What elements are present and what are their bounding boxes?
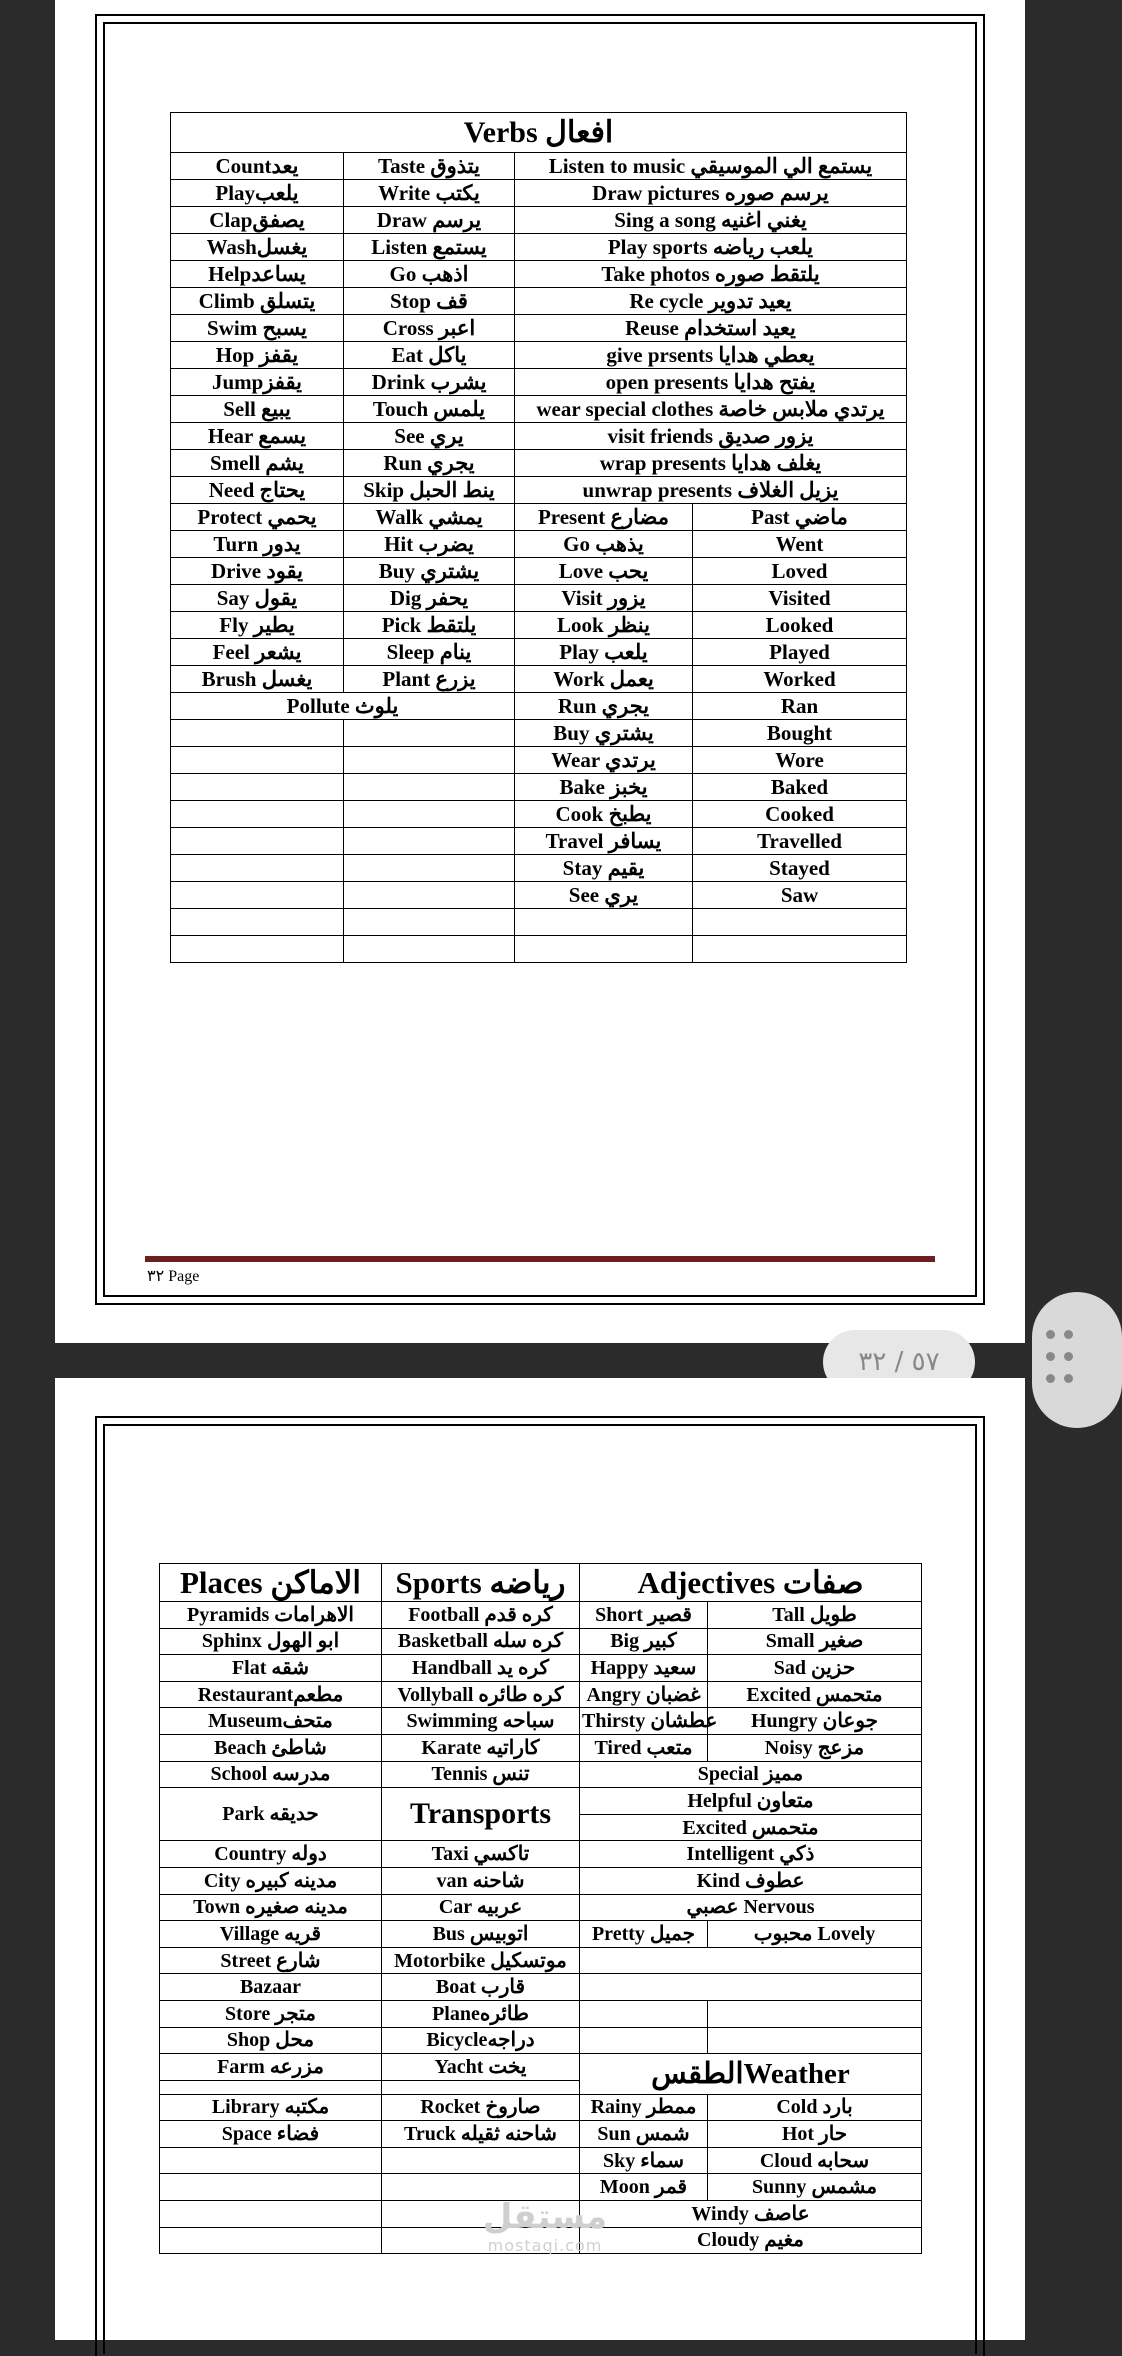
table-row xyxy=(171,639,907,666)
table-row xyxy=(171,828,907,855)
table-cell: Washيغسل xyxy=(171,234,344,261)
table-cell xyxy=(171,774,344,801)
table-cell: Tennis تنس xyxy=(382,1761,580,1788)
table-cell: Intelligent ذكي xyxy=(580,1841,922,1868)
table-cell xyxy=(171,801,344,828)
table-cell xyxy=(160,2227,382,2254)
table-cell: Ran xyxy=(693,693,907,720)
table-cell: Taste يتذوق xyxy=(344,153,515,180)
table-cell: Baked xyxy=(693,774,907,801)
table-cell: Climb يتسلق xyxy=(171,288,344,315)
table-row xyxy=(171,936,907,963)
table-cell: Sunny مشمس xyxy=(708,2174,922,2201)
table-row xyxy=(171,288,907,315)
table-cell: Sun شمس xyxy=(580,2121,708,2148)
table-cell: Travelled xyxy=(693,828,907,855)
table-cell: Cloud سحابه xyxy=(708,2147,922,2174)
table-cell xyxy=(344,828,515,855)
table-cell: Sphinx ابو الهول xyxy=(160,1628,382,1655)
table-cell: Karate كاراتيه xyxy=(382,1734,580,1761)
table-cell xyxy=(171,747,344,774)
table-cell: Swimming سباحه xyxy=(382,1708,580,1735)
table-row xyxy=(171,693,907,720)
table-cell: Smell يشم xyxy=(171,450,344,477)
table-cell: City مدينه كبيره xyxy=(160,1867,382,1894)
sports-header: Sports رياضه xyxy=(382,1564,580,1602)
table-cell: Jumpيقفز xyxy=(171,369,344,396)
table-cell: Bake يخبز xyxy=(515,774,693,801)
table-cell xyxy=(580,2027,708,2054)
table-cell: Draw يرسم xyxy=(344,207,515,234)
table-cell: Feel يشعر xyxy=(171,639,344,666)
table-cell: Loved xyxy=(693,558,907,585)
page-number-label: ٣٢ Page xyxy=(147,1268,200,1285)
table-cell: Country دوله xyxy=(160,1841,382,1868)
table-cell: Reuse يعيد استخدام xyxy=(515,315,907,342)
verbs-title: Verbs افعال xyxy=(171,113,907,153)
table-cell: Stayed xyxy=(693,855,907,882)
table-row xyxy=(171,234,907,261)
side-scroll-handle[interactable] xyxy=(1032,1292,1122,1428)
table-cell: visit friends يزور صديق xyxy=(515,423,907,450)
table-cell: Moon قمر xyxy=(580,2174,708,2201)
table-cell xyxy=(171,828,344,855)
table-cell: Taxi تاكسي xyxy=(382,1841,580,1868)
table-cell: Listen to music يستمع الي الموسيقي xyxy=(515,153,907,180)
table-cell: Boat قارب xyxy=(382,1974,580,2001)
table-row xyxy=(160,1681,922,1708)
table-cell: Bicycleدراجه xyxy=(382,2027,580,2054)
table-cell xyxy=(580,2000,708,2027)
table-cell: Play يلعب xyxy=(515,639,693,666)
table-cell: Cloudy مغيم xyxy=(580,2227,922,2254)
table-cell: Present مضارع xyxy=(515,504,693,531)
table-cell: Tall طويل xyxy=(708,1602,922,1629)
table-row xyxy=(160,2000,922,2027)
table-row xyxy=(160,1655,922,1682)
table-cell: Pick يلتقط xyxy=(344,612,515,639)
table-cell: Wear يرتدي xyxy=(515,747,693,774)
table-row xyxy=(171,531,907,558)
table-cell: Stay يقيم xyxy=(515,855,693,882)
table-cell: School مدرسه xyxy=(160,1761,382,1788)
table-row xyxy=(171,558,907,585)
table-cell: See يري xyxy=(515,882,693,909)
table-cell: wear special clothes يرتدي ملابس خاصة xyxy=(515,396,907,423)
table-row xyxy=(171,882,907,909)
table-cell xyxy=(171,882,344,909)
table-cell: محبوب Lovely xyxy=(708,1921,922,1948)
table-cell: Love يحب xyxy=(515,558,693,585)
table-row xyxy=(160,1867,922,1894)
table-cell: Bus اتوبيس xyxy=(382,1921,580,1948)
table-cell: Sleep ينام xyxy=(344,639,515,666)
table-cell xyxy=(344,855,515,882)
table-cell: Plant يزرع xyxy=(344,666,515,693)
table-cell: Saw xyxy=(693,882,907,909)
table-cell: Small صغير xyxy=(708,1628,922,1655)
table-cell: Football كره قدم xyxy=(382,1602,580,1629)
table-row xyxy=(171,153,907,180)
table-cell: Need يحتاج xyxy=(171,477,344,504)
table-cell: Basketball كره سله xyxy=(382,1628,580,1655)
table-cell: Sing a song يغني اغنيه xyxy=(515,207,907,234)
table-cell: Noisy مزعج xyxy=(708,1734,922,1761)
table-cell: Run يجري xyxy=(344,450,515,477)
table-cell: Windy عاصف xyxy=(580,2201,922,2228)
table-row xyxy=(171,720,907,747)
table-cell: Special مميز xyxy=(580,1761,922,1788)
table-cell: Cold بارد xyxy=(708,2094,922,2121)
table-cell: Kind عطوف xyxy=(580,1867,922,1894)
table-cell: Draw pictures يرسم صوره xyxy=(515,180,907,207)
table-row xyxy=(171,801,907,828)
table-cell: unwrap presents يزيل الغلاف xyxy=(515,477,907,504)
table-row xyxy=(171,342,907,369)
table-cell: Space فضاء xyxy=(160,2121,382,2148)
table-cell: Travel يسافر xyxy=(515,828,693,855)
table-row xyxy=(160,1708,922,1735)
table-cell: Go يذهب xyxy=(515,531,693,558)
table-cell: Hear يسمع xyxy=(171,423,344,450)
transports-header: Transports xyxy=(382,1788,580,1841)
table-cell: Dig يحفر xyxy=(344,585,515,612)
table-cell: عصبي Nervous xyxy=(580,1894,922,1921)
table-row xyxy=(171,369,907,396)
table-cell xyxy=(515,909,693,936)
table-cell: Protect يحمي xyxy=(171,504,344,531)
table-row xyxy=(160,2121,922,2148)
table-cell: Store متجر xyxy=(160,2000,382,2027)
table-cell: Listen يستمع xyxy=(344,234,515,261)
table-row xyxy=(160,1602,922,1629)
table-cell: Countيعد xyxy=(171,153,344,180)
table-cell xyxy=(160,2174,382,2201)
table-row xyxy=(171,855,907,882)
weather-header: الطقسWeather xyxy=(580,2054,922,2095)
table-row xyxy=(171,612,907,639)
table-cell: Cook يطبخ xyxy=(515,801,693,828)
table-row xyxy=(160,1974,922,2001)
table-row xyxy=(171,909,907,936)
table-cell: give prsents يعطي هدايا xyxy=(515,342,907,369)
table-row xyxy=(160,1761,922,1788)
table-row xyxy=(171,774,907,801)
table-row xyxy=(160,1564,922,1602)
table-cell: Tired متعب xyxy=(580,1734,708,1761)
table-cell: Excited متحمس xyxy=(708,1681,922,1708)
table-cell: Skip ينط الحبل xyxy=(344,477,515,504)
table-cell: Flat شقه xyxy=(160,1655,382,1682)
table-cell xyxy=(693,936,907,963)
document-page-1 xyxy=(55,0,1025,1343)
table-cell: open presents يفتح هدايا xyxy=(515,369,907,396)
table-cell: Run يجري xyxy=(515,693,693,720)
vocabulary-table xyxy=(159,1563,922,2254)
adjectives-header: Adjectives صفات xyxy=(580,1564,922,1602)
table-row xyxy=(171,450,907,477)
table-cell xyxy=(344,801,515,828)
table-cell: Pretty جميل xyxy=(580,1921,708,1948)
watermark-logo: مستقل mostaqi.com xyxy=(482,2197,608,2255)
table-cell: Rainy ممطر xyxy=(580,2094,708,2121)
table-cell: Restaurantمطعم xyxy=(160,1681,382,1708)
table-cell: Vollyball كره طائره xyxy=(382,1681,580,1708)
table-cell xyxy=(171,909,344,936)
table-cell xyxy=(171,855,344,882)
table-cell: Visit يزور xyxy=(515,585,693,612)
table-cell xyxy=(708,2027,922,2054)
table-cell: Walk يمشي xyxy=(344,504,515,531)
table-cell: Past ماضي xyxy=(693,504,907,531)
table-row xyxy=(171,261,907,288)
table-row xyxy=(160,1894,922,1921)
table-row xyxy=(171,396,907,423)
table-cell: Truck شاحنه ثقيله xyxy=(382,2121,580,2148)
table-cell: Swim يسبح xyxy=(171,315,344,342)
table-cell: Wore xyxy=(693,747,907,774)
table-cell: Helpful متعاون xyxy=(580,1788,922,1815)
table-cell: Beach شاطئ xyxy=(160,1734,382,1761)
table-cell: Played xyxy=(693,639,907,666)
table-cell: Shop محل xyxy=(160,2027,382,2054)
table-cell: Yacht يخت xyxy=(382,2054,580,2081)
table-cell xyxy=(160,2201,382,2228)
table-cell: Bazaar xyxy=(160,1974,382,2001)
table-cell xyxy=(344,774,515,801)
table-cell: Cross اعبر xyxy=(344,315,515,342)
table-cell: Bought xyxy=(693,720,907,747)
table-cell xyxy=(160,2147,382,2174)
table-cell xyxy=(382,2080,580,2094)
table-row xyxy=(171,585,907,612)
footer-divider xyxy=(145,1256,935,1262)
table-cell: Library مكتبه xyxy=(160,2094,382,2121)
table-cell: Looked xyxy=(693,612,907,639)
table-cell: Car عربيه xyxy=(382,1894,580,1921)
table-cell: Went xyxy=(693,531,907,558)
table-row xyxy=(160,1947,922,1974)
table-row xyxy=(171,666,907,693)
table-cell: Pyramids الاهرامات xyxy=(160,1602,382,1629)
table-cell xyxy=(515,936,693,963)
table-cell: Worked xyxy=(693,666,907,693)
table-cell xyxy=(708,2000,922,2027)
table-cell: Drink يشرب xyxy=(344,369,515,396)
table-cell: Stop قف xyxy=(344,288,515,315)
table-cell: Play sports يلعب رياضه xyxy=(515,234,907,261)
table-cell xyxy=(344,720,515,747)
table-cell: Eat ياكل xyxy=(344,342,515,369)
table-row xyxy=(171,423,907,450)
table-cell: Hungry جوعان xyxy=(708,1708,922,1735)
document-page-2 xyxy=(55,1378,1025,2340)
table-cell: Park حديقه xyxy=(160,1788,382,1841)
table-cell xyxy=(171,936,344,963)
table-cell: Go اذهب xyxy=(344,261,515,288)
table-cell: Sad حزين xyxy=(708,1655,922,1682)
table-cell: See يري xyxy=(344,423,515,450)
table-cell: Rocket صاروخ xyxy=(382,2094,580,2121)
table-cell xyxy=(693,909,907,936)
table-row xyxy=(160,2094,922,2121)
table-row xyxy=(160,1734,922,1761)
table-cell: Look ينظر xyxy=(515,612,693,639)
places-header: Places الاماكن xyxy=(160,1564,382,1602)
table-cell: Sell يبيع xyxy=(171,396,344,423)
table-cell: Short قصير xyxy=(580,1602,708,1629)
table-cell: Farm مزرعه xyxy=(160,2054,382,2081)
table-row xyxy=(171,315,907,342)
table-cell: Hot حار xyxy=(708,2121,922,2148)
table-cell: Thirsty عطشان xyxy=(580,1708,708,1735)
table-row xyxy=(171,477,907,504)
table-cell: Hop يقفز xyxy=(171,342,344,369)
verbs-table xyxy=(170,112,907,963)
table-cell xyxy=(344,747,515,774)
table-cell: Sky سماء xyxy=(580,2147,708,2174)
table-cell: Visited xyxy=(693,585,907,612)
table-cell: Fly يطير xyxy=(171,612,344,639)
table-row xyxy=(171,207,907,234)
table-cell xyxy=(344,909,515,936)
table-cell xyxy=(580,1974,922,2001)
table-row xyxy=(171,180,907,207)
table-cell: Buy يشتري xyxy=(515,720,693,747)
table-cell: Buy يشتري xyxy=(344,558,515,585)
table-cell xyxy=(171,720,344,747)
table-cell: Big كبير xyxy=(580,1628,708,1655)
table-row xyxy=(171,747,907,774)
table-cell: Work يعمل xyxy=(515,666,693,693)
table-cell xyxy=(580,1947,922,1974)
table-cell: Drive يقود xyxy=(171,558,344,585)
table-cell xyxy=(344,882,515,909)
table-cell: Street شارع xyxy=(160,1947,382,1974)
table-cell: Excited متحمس xyxy=(580,1814,922,1841)
table-cell xyxy=(344,936,515,963)
table-row xyxy=(160,2054,922,2081)
table-cell: Take photos يلتقط صوره xyxy=(515,261,907,288)
table-cell: Turn يدور xyxy=(171,531,344,558)
table-cell: Touch يلمس xyxy=(344,396,515,423)
table-row xyxy=(160,2147,922,2174)
table-cell: Write يكتب xyxy=(344,180,515,207)
page-indicator-badge: ٥٧ / ٣٢ xyxy=(823,1330,975,1394)
table-cell: Hit يضرب xyxy=(344,531,515,558)
table-row xyxy=(160,1921,922,1948)
table-cell: van شاحنه xyxy=(382,1867,580,1894)
table-cell: Pollute يلوث xyxy=(171,693,515,720)
table-cell: Say يقول xyxy=(171,585,344,612)
table-row xyxy=(160,1841,922,1868)
table-cell: Clapيصفق xyxy=(171,207,344,234)
table-cell: Re cycle يعيد تدوير xyxy=(515,288,907,315)
table-cell: Museumمتحف xyxy=(160,1708,382,1735)
table-cell xyxy=(382,2147,580,2174)
table-cell: wrap presents يغلف هدايا xyxy=(515,450,907,477)
table-cell: Village قريه xyxy=(160,1921,382,1948)
table-cell: Town مدينه صغيره xyxy=(160,1894,382,1921)
table-row xyxy=(160,1628,922,1655)
table-cell: Brush يغسل xyxy=(171,666,344,693)
table-cell: Handball كره يد xyxy=(382,1655,580,1682)
table-row xyxy=(160,2027,922,2054)
table-row xyxy=(160,1788,922,1815)
table-cell: Cooked xyxy=(693,801,907,828)
table-cell: Planeطائره xyxy=(382,2000,580,2027)
table-row xyxy=(171,504,907,531)
table-cell: Playيلعب xyxy=(171,180,344,207)
table-cell xyxy=(160,2080,382,2094)
drag-dots-icon xyxy=(1046,1330,1076,1390)
table-cell: Angry غضبان xyxy=(580,1681,708,1708)
table-cell: Motorbike موتسكيل xyxy=(382,1947,580,1974)
table-cell: Happy سعيد xyxy=(580,1655,708,1682)
table-cell: Helpيساعد xyxy=(171,261,344,288)
